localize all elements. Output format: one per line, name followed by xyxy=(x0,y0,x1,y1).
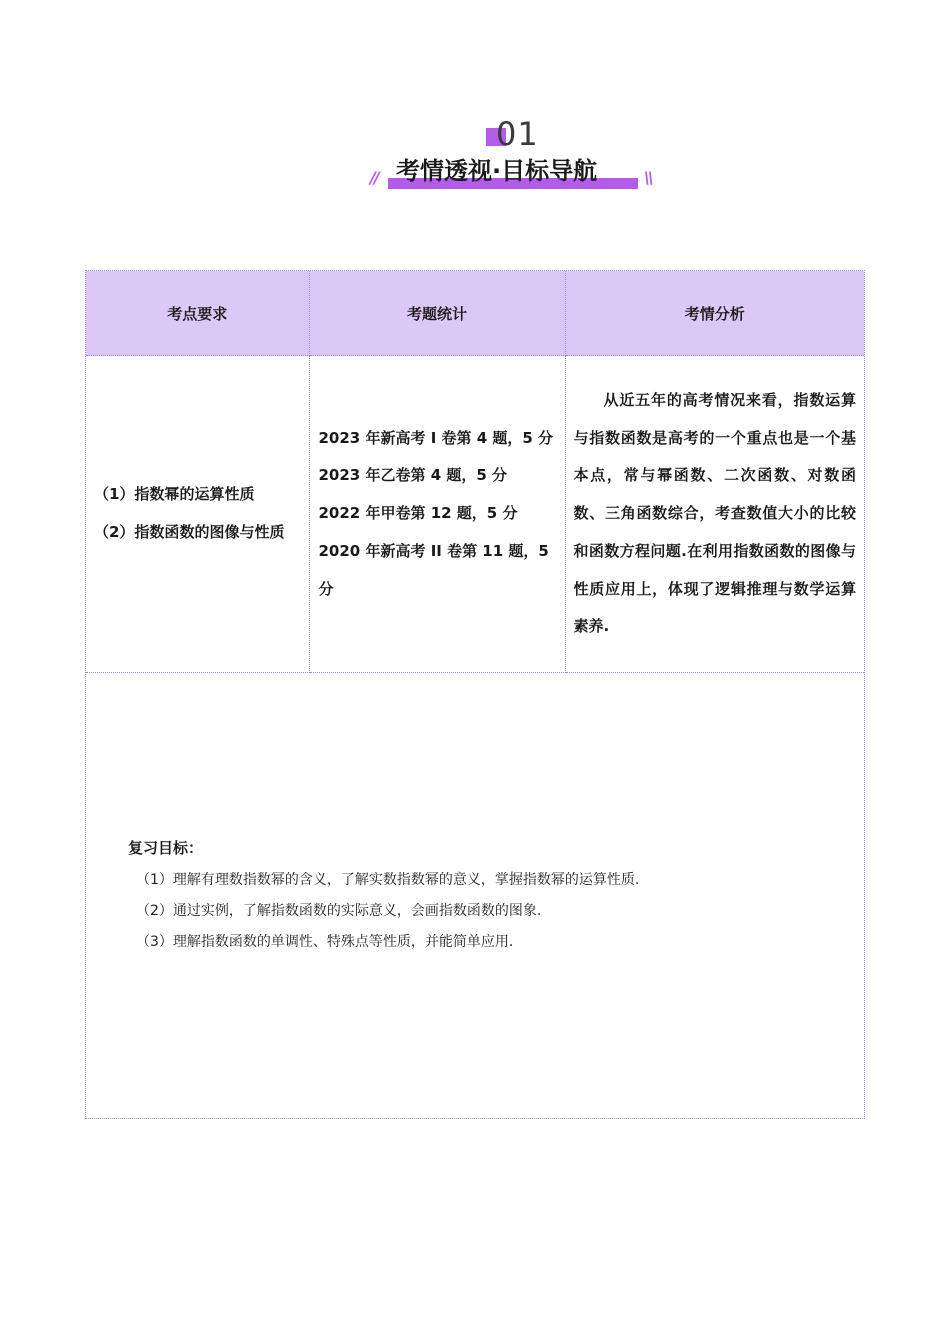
review-goals xyxy=(128,835,828,958)
section-header xyxy=(0,110,950,210)
review-goal-item: （2）通过实例，了解指数函数的实际意义，会画指数函数的图象. xyxy=(136,903,542,919)
review-goal-item: （3）理解指数函数的单调性、特殊点等性质，并能简单应用． xyxy=(136,934,523,950)
statistic-item: 2023 年新高考 I 卷第 4 题，5 分 xyxy=(318,428,554,447)
analysis-text: 从近五年的高考情况来看，指数运算与指数函数是高考的一个重点也是一个基本点，常与幂函数、二次函数、对数函数、三角函数综合，考查数值大小的比较和函数方程问题.在利用指数函数的图像与性质应用上，体现了逻辑推理与数学运算素养. xyxy=(573,391,856,636)
slash-decoration-right: \\ xyxy=(644,168,652,187)
slash-decoration-left: // xyxy=(370,168,378,187)
header-statistics: 考题统计 xyxy=(309,271,565,356)
table-header-row xyxy=(86,271,864,356)
review-goal-item: （1）理解有理数指数幂的含义，了解实数指数幂的意义，掌握指数幂的运算性质. xyxy=(136,872,640,888)
header-analysis: 考情分析 xyxy=(565,271,864,356)
section-number-text: 01 xyxy=(496,115,539,153)
analysis-cell xyxy=(565,356,864,673)
section-number xyxy=(486,114,546,154)
statistics-cell xyxy=(309,356,565,673)
review-goals-title: 复习目标： xyxy=(128,839,204,857)
section-title-text: 考情透视·目标导航 xyxy=(396,157,598,185)
header-requirements: 考点要求 xyxy=(86,271,309,356)
requirement-item: （2）指数函数的图像与性质 xyxy=(94,523,285,541)
statistic-item: 2022 年甲卷第 12 题，5 分 xyxy=(318,504,518,523)
table-row xyxy=(86,356,864,673)
requirements-cell xyxy=(86,356,309,673)
statistic-item: 2020 年新高考 II 卷第 11 题，5 分 xyxy=(318,541,549,598)
section-title xyxy=(388,154,638,190)
exam-analysis-box xyxy=(85,270,865,1119)
exam-analysis-table xyxy=(86,271,864,673)
requirement-item: （1）指数幂的运算性质 xyxy=(94,485,255,504)
statistic-item: 2023 年乙卷第 4 题，5 分 xyxy=(318,466,508,485)
